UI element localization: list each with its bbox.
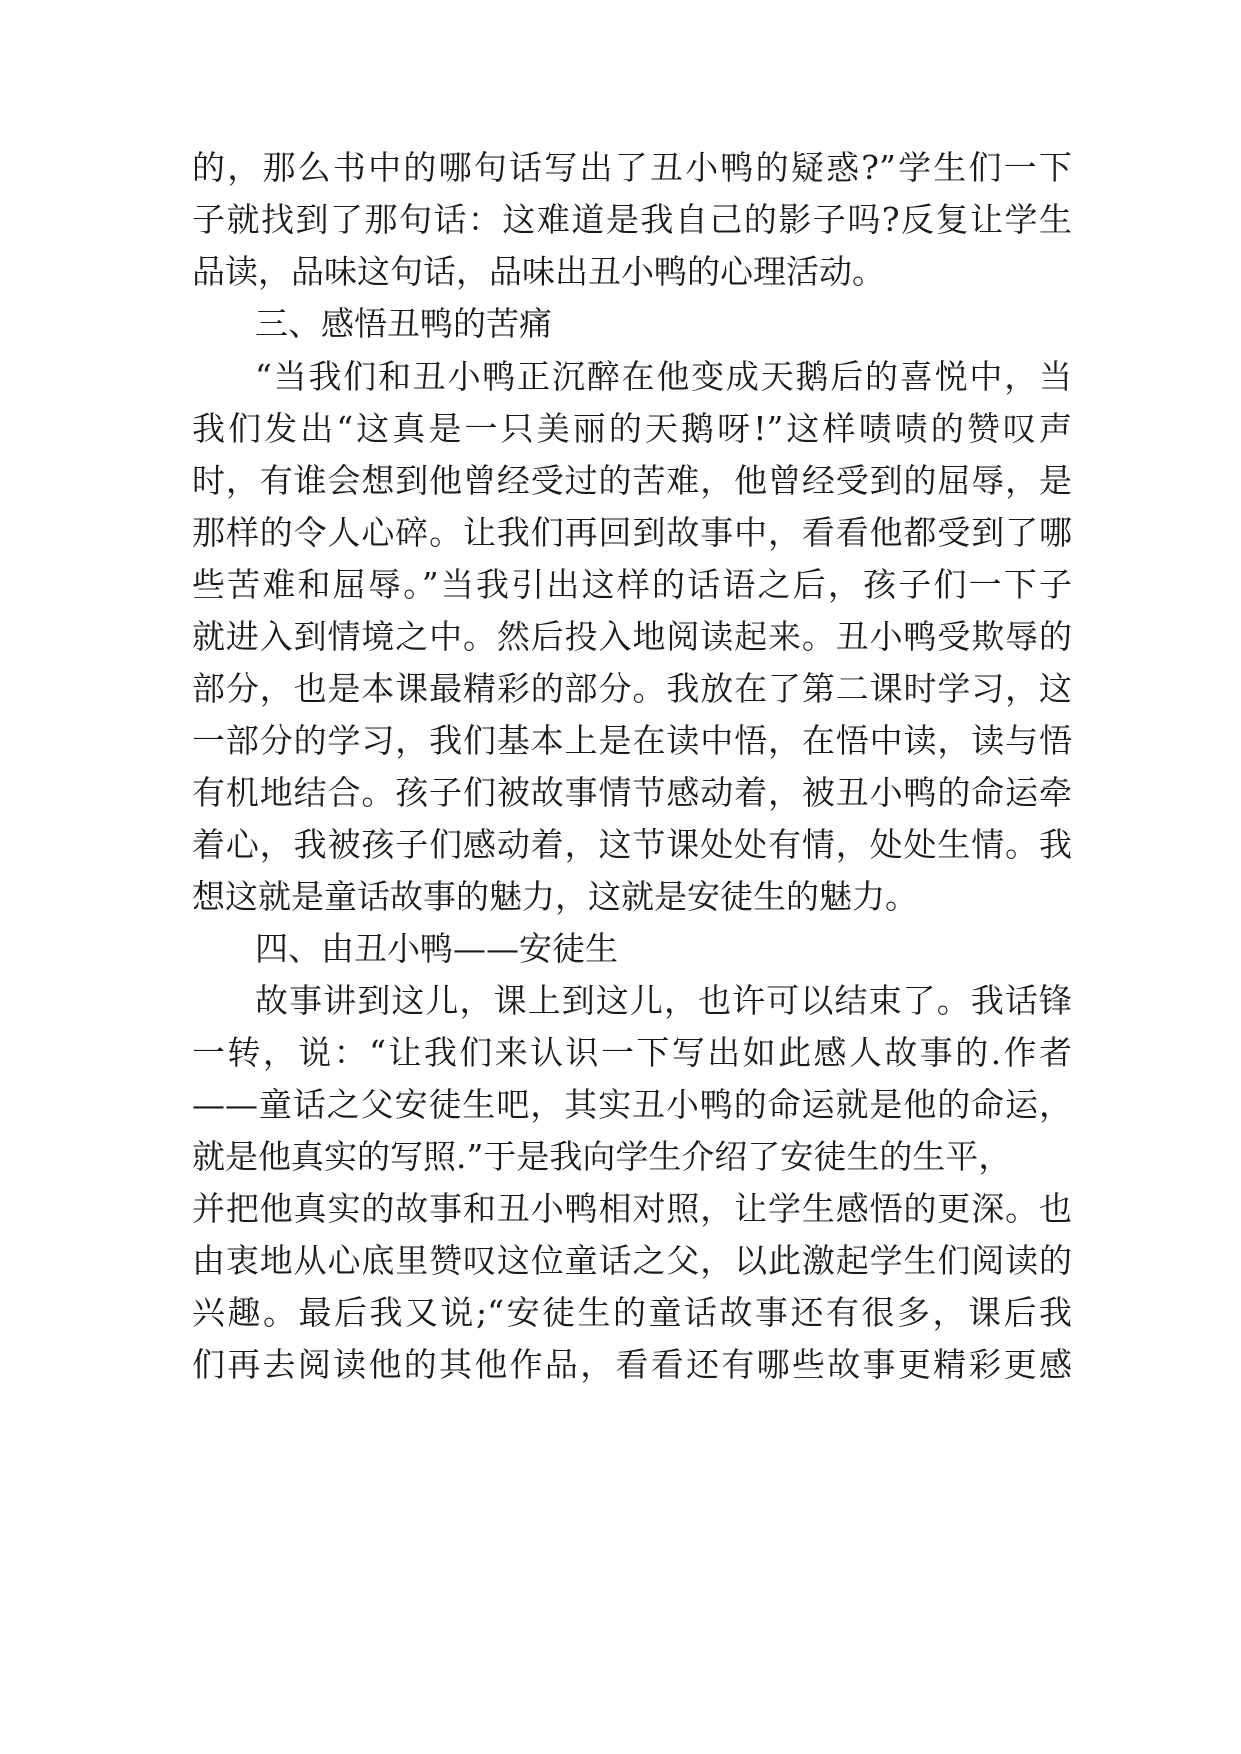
text-line: 就进入到情境之中。然后投入地阅读起来。丑小鸭受欺辱的 bbox=[192, 617, 1072, 656]
text-line: 品读，品味这句话，品味出丑小鸭的心理活动。 bbox=[192, 252, 885, 291]
text-line: 由衷地从心底里赞叹这位童话之父，以此激起学生们阅读的 bbox=[192, 1241, 1072, 1280]
text-line: 故事讲到这儿，课上到这儿，也许可以结束了。我话锋 bbox=[255, 981, 1072, 1020]
text-line: “当我们和丑小鸭正沉醉在他变成天鹅后的喜悦中，当 bbox=[255, 357, 1072, 396]
text-line: 有机地结合。孩子们被故事情节感动着，被丑小鸭的命运牵 bbox=[192, 773, 1072, 812]
text-line: 兴趣。最后我又说;“安徒生的童话故事还有很多，课后我 bbox=[192, 1293, 1072, 1332]
text-line: 们再去阅读他的其他作品，看看还有哪些故事更精彩更感 bbox=[192, 1345, 1072, 1384]
text-line: 并把他真实的故事和丑小鸭相对照，让学生感悟的更深。也 bbox=[192, 1189, 1072, 1228]
text-line: 就是他真实的写照.”于是我向学生介绍了安徒生的生平， bbox=[192, 1137, 1012, 1176]
text-line: 我们发出“这真是一只美丽的天鹅呀!”这样啧啧的赞叹声 bbox=[192, 409, 1072, 448]
text-line: ——童话之父安徒生吧，其实丑小鸭的命运就是他的命运， bbox=[192, 1085, 1072, 1124]
text-line: 一部分的学习，我们基本上是在读中悟，在悟中读，读与悟 bbox=[192, 721, 1072, 760]
text-line: 着心，我被孩子们感动着，这节课处处有情，处处生情。我 bbox=[192, 825, 1072, 864]
text-line: 部分，也是本课最精彩的部分。我放在了第二课时学习，这 bbox=[192, 669, 1072, 708]
text-line: 那样的令人心碎。让我们再回到故事中，看看他都受到了哪 bbox=[192, 513, 1072, 552]
text-line: 想这就是童话故事的魅力，这就是安徒生的魅力。 bbox=[192, 877, 918, 916]
section-heading: 三、感悟丑鸭的苦痛 bbox=[255, 304, 552, 343]
text-line: 的，那么书中的哪句话写出了丑小鸭的疑惑?”学生们一下 bbox=[192, 148, 1072, 187]
text-line: 一转，说：“让我们来认识一下写出如此感人故事的.作者 bbox=[192, 1033, 1072, 1072]
section-heading: 四、由丑小鸭——安徒生 bbox=[255, 929, 618, 968]
text-line: 子就找到了那句话：这难道是我自己的影子吗?反复让学生 bbox=[192, 200, 1072, 239]
text-line: 时，有谁会想到他曾经受过的苦难，他曾经受到的屈辱，是 bbox=[192, 461, 1072, 500]
text-line: 些苦难和屈辱。”当我引出这样的话语之后，孩子们一下子 bbox=[192, 565, 1072, 604]
